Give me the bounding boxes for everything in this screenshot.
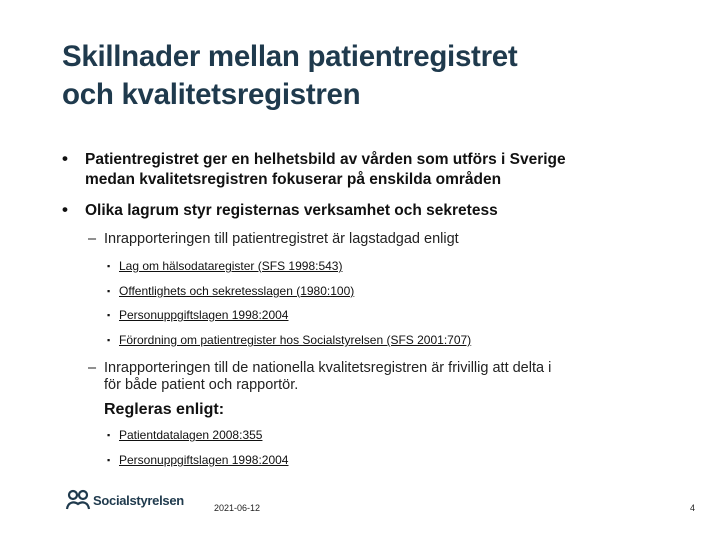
law-item[interactable] xyxy=(107,428,262,443)
bullet-1-line-2: medan kvalitetsregistren fokuserar på enskilda områden xyxy=(85,171,502,188)
law-link[interactable]: Patientdatalagen 2008:355 xyxy=(119,428,263,442)
law-link[interactable]: Personuppgiftslagen 1998:2004 xyxy=(119,453,289,467)
law-item[interactable] xyxy=(107,308,288,323)
logo-emblem-icon xyxy=(65,489,91,511)
title-line-1: Skillnader mellan patientregistret xyxy=(62,40,518,73)
law-item[interactable] xyxy=(107,333,471,348)
small-bullet-marker: ▪ xyxy=(107,455,111,465)
law-link[interactable]: Offentlighets och sekretesslagen (1980:100) xyxy=(119,284,355,298)
small-bullet-marker: ▪ xyxy=(107,310,111,320)
regleras-heading: Regleras enligt: xyxy=(104,401,225,418)
slide-date: 2021-06-12 xyxy=(214,503,261,513)
sub-bullet-1-text: Inrapporteringen till patientregistret är lagstadgad enligt xyxy=(104,231,459,247)
slide-title xyxy=(62,38,682,114)
bullet-1-text xyxy=(85,150,702,190)
law-link[interactable]: Personuppgiftslagen 1998:2004 xyxy=(119,308,289,322)
socialstyrelsen-logo xyxy=(65,488,184,512)
law-item[interactable] xyxy=(107,284,354,299)
sub-bullet-2-line-1: Inrapporteringen till de nationella kvalitetsregistren är frivillig att delta i xyxy=(104,360,552,376)
dash-marker: – xyxy=(88,231,97,247)
title-line-2: och kvalitetsregistren xyxy=(62,78,361,111)
small-bullet-marker: ▪ xyxy=(107,261,111,271)
bullet-marker: • xyxy=(62,149,68,168)
bullet-1-line-1: Patientregistret ger en helhetsbild av vården som utförs i Sverige xyxy=(85,151,566,168)
bullet-2 xyxy=(62,201,702,221)
sub-bullet-2-text xyxy=(104,360,708,394)
law-link[interactable]: Förordning om patientregister hos Socialstyrelsen (SFS 2001:707) xyxy=(119,333,472,347)
dash-marker: – xyxy=(88,360,97,376)
law-link[interactable]: Lag om hälsodataregister (SFS 1998:543) xyxy=(119,259,343,273)
law-item[interactable] xyxy=(107,259,342,274)
bullet-marker: • xyxy=(62,200,68,219)
small-bullet-marker: ▪ xyxy=(107,430,111,440)
sub-bullet-2-line-2: för både patient och rapportör. xyxy=(104,377,299,393)
small-bullet-marker: ▪ xyxy=(107,335,111,345)
small-bullet-marker: ▪ xyxy=(107,286,111,296)
sub-bullet-2 xyxy=(88,360,708,394)
page-number: 4 xyxy=(690,503,696,513)
bullet-1 xyxy=(62,150,702,190)
law-item[interactable] xyxy=(107,453,288,468)
bullet-2-text: Olika lagrum styr registernas verksamhet och sekretess xyxy=(85,202,498,219)
logo-text: Socialstyrelsen xyxy=(93,492,184,508)
sub-bullet-1 xyxy=(88,231,708,248)
